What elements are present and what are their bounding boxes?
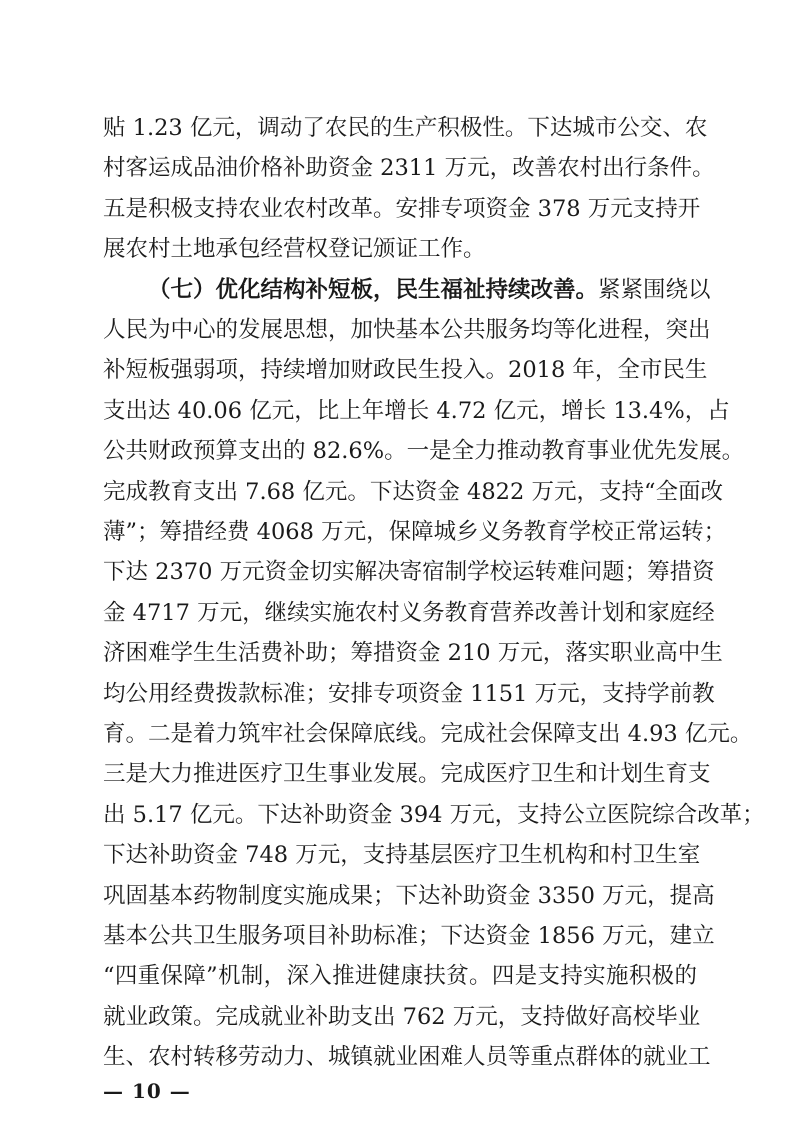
text-line-6: 人民为中心的发展思想，加快基本公共服务均等化进程，突出 bbox=[103, 317, 711, 343]
section-seven-lead: 紧紧围绕以 bbox=[598, 276, 711, 303]
text-line-22: “四重保障”机制，深入推进健康扶贫。四是支持实施积极的 bbox=[103, 963, 697, 990]
section-seven-title: （七）优化结构补短板，民生福祉持续改善。 bbox=[148, 276, 599, 303]
text-line-4: 展农村土地承包经营权登记颁证工作。 bbox=[103, 236, 486, 263]
text-line-15: 均公用经费拨款标准；安排专项资金 1151 万元，支持学前教 bbox=[103, 680, 715, 707]
text-line-19: 下达补助资金 748 万元，支持基层医疗卫生机构和村卫生室 bbox=[103, 842, 701, 869]
page-number-footer: — 10 — bbox=[103, 1079, 191, 1103]
text-line-16: 育。二是着力筑牢社会保障底线。完成社会保障支出 4.93 亿元。 bbox=[103, 721, 753, 747]
text-line-23: 就业政策。完成就业补助支出 762 万元，支持做好高校毕业 bbox=[103, 1003, 701, 1030]
text-line-7: 补短板强弱项，持续增加财政民生投入。2018 年，全市民生 bbox=[103, 357, 708, 384]
text-line-14: 济困难学生生活费补助；筹措资金 210 万元，落实职业高中生 bbox=[103, 640, 723, 667]
text-line-8: 支出达 40.06 亿元，比上年增长 4.72 亿元，增长 13.4%，占 bbox=[103, 397, 730, 424]
text-line-18: 出 5.17 亿元。下达补助资金 394 万元，支持公立医院综合改革； bbox=[103, 801, 765, 828]
text-line-12: 下达 2370 万元资金切实解决寄宿制学校运转难问题；筹措资 bbox=[103, 559, 715, 586]
text-line-20: 巩固基本药物制度实施成果；下达补助资金 3350 万元，提高 bbox=[103, 882, 715, 909]
text-line-1: 贴 1.23 亿元，调动了农民的生产积极性。下达城市公交、农 bbox=[103, 115, 708, 141]
text-line-21: 基本公共卫生服务项目补助标准；下达资金 1856 万元，建立 bbox=[103, 923, 715, 949]
text-line-9: 公共财政预算支出的 82.6%。一是全力推动教育事业优先发展。 bbox=[103, 438, 745, 465]
text-line-3: 五是积极支持农业农村改革。安排专项资金 378 万元支持开 bbox=[103, 195, 701, 222]
text-line-11: 薄”；筹措经费 4068 万元，保障城乡义务教育学校正常运转； bbox=[103, 519, 727, 545]
text-line-2: 村客运成品油价格补助资金 2311 万元，改善农村出行条件。 bbox=[103, 155, 715, 182]
text-line-17: 三是大力推进医疗卫生事业发展。完成医疗卫生和计划生育支 bbox=[103, 761, 711, 788]
section-seven-heading bbox=[148, 270, 711, 310]
text-line-10: 完成教育支出 7.68 亿元。下达资金 4822 万元，支持“全面改 bbox=[103, 478, 723, 505]
text-line-13: 金 4717 万元，继续实施农村义务教育营养改善计划和家庭经 bbox=[103, 599, 715, 626]
text-line-24: 生、农村转移劳动力、城镇就业困难人员等重点群体的就业工 bbox=[103, 1044, 711, 1071]
